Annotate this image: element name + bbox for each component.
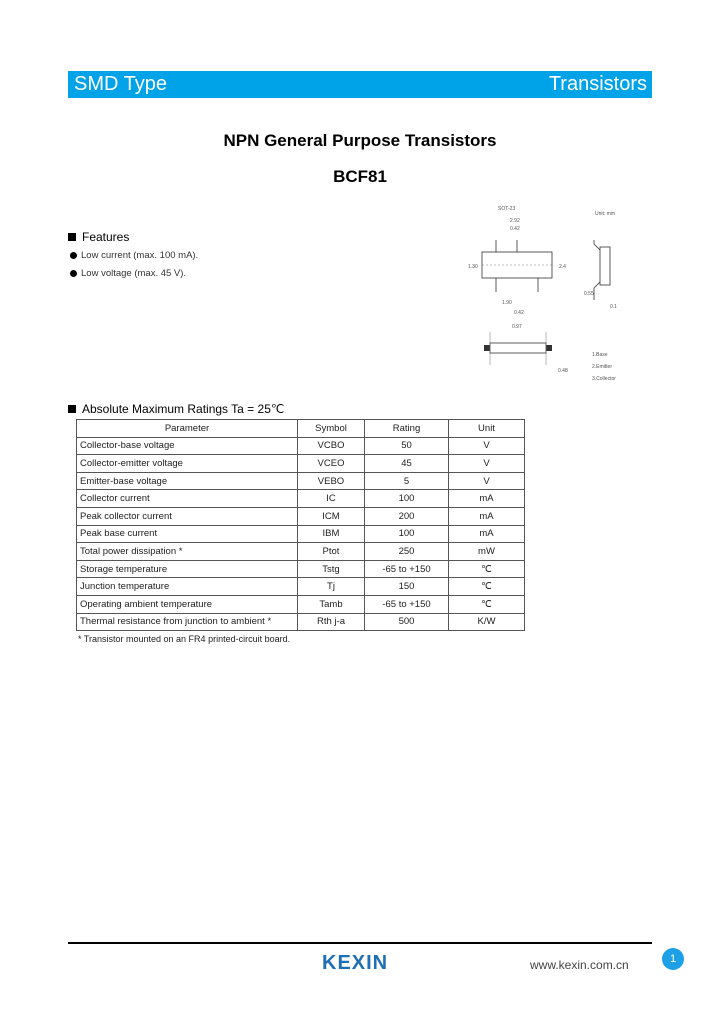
header-right-text: Transistors	[548, 73, 647, 95]
table-cell: 100	[365, 525, 449, 543]
table-cell: Tstg	[298, 560, 365, 578]
dimension-label: 0.48	[558, 368, 568, 374]
ratings-footnote: * Transistor mounted on an FR4 printed-circuit board.	[78, 634, 291, 644]
table-cell: V	[449, 437, 525, 455]
package-body-side	[600, 247, 610, 285]
table-cell: mA	[449, 525, 525, 543]
column-header: Unit	[449, 420, 525, 438]
table-row	[77, 507, 525, 525]
table-row	[77, 560, 525, 578]
table-row	[77, 490, 525, 508]
page-title: NPN General Purpose Transistors	[223, 131, 497, 150]
features-heading-text: Features	[82, 230, 130, 244]
table-header-row	[77, 420, 525, 438]
table-cell: 50	[365, 437, 449, 455]
ratings-table	[76, 419, 525, 631]
ratings-heading	[68, 402, 284, 416]
table-cell: IBM	[298, 525, 365, 543]
column-header: Rating	[365, 420, 449, 438]
table-cell: -65 to +150	[365, 595, 449, 613]
header-banner	[68, 71, 652, 98]
table-cell: 200	[365, 507, 449, 525]
table-cell: Peak base current	[77, 525, 298, 543]
package-units: Unit: mm	[595, 211, 615, 217]
package-name: SOT-23	[498, 206, 516, 212]
dimension-label: 0.42	[510, 226, 520, 232]
pin-label: 2.Emitter	[592, 364, 613, 370]
table-cell: Junction temperature	[77, 578, 298, 596]
dimension-label: 2.92	[510, 218, 520, 224]
table-cell: mW	[449, 543, 525, 561]
table-cell: 100	[365, 490, 449, 508]
table-cell: IC	[298, 490, 365, 508]
square-bullet-icon	[68, 233, 76, 241]
table-cell: mA	[449, 507, 525, 525]
package-body-top	[482, 252, 552, 278]
package-outline-diagram	[460, 200, 640, 390]
lead-pad	[484, 345, 490, 351]
lead-line	[594, 282, 600, 300]
square-bullet-icon	[68, 405, 76, 413]
table-cell: ℃	[449, 595, 525, 613]
table-cell: Rth j-a	[298, 613, 365, 631]
table-cell: -65 to +150	[365, 560, 449, 578]
feature-item	[70, 250, 198, 261]
ratings-heading-text: Absolute Maximum Ratings Ta = 25℃	[82, 402, 285, 416]
table-cell: mA	[449, 490, 525, 508]
table-cell: Ptot	[298, 543, 365, 561]
table-cell: Operating ambient temperature	[77, 595, 298, 613]
page-number-badge: 1	[662, 948, 684, 970]
pin-label: 1.Base	[592, 352, 608, 358]
pin-label: 3.Collector	[592, 376, 616, 382]
round-bullet-icon	[70, 252, 77, 259]
table-cell: Tamb	[298, 595, 365, 613]
table-cell: 150	[365, 578, 449, 596]
table-cell: VEBO	[298, 472, 365, 490]
table-cell: V	[449, 455, 525, 473]
table-cell: ℃	[449, 560, 525, 578]
table-cell: Collector current	[77, 490, 298, 508]
table-cell: 45	[365, 455, 449, 473]
table-row	[77, 455, 525, 473]
dimension-label: 0.1	[610, 304, 617, 310]
dimension-label: 2.4	[559, 264, 566, 270]
table-cell: VCBO	[298, 437, 365, 455]
lead-pad	[546, 345, 552, 351]
table-cell: ℃	[449, 578, 525, 596]
footer-divider	[68, 942, 652, 944]
lead-line	[594, 240, 600, 250]
header-left-text: SMD Type	[74, 73, 167, 95]
dimension-label: 0.55	[584, 291, 594, 297]
table-cell: K/W	[449, 613, 525, 631]
feature-item	[70, 268, 186, 279]
table-row	[77, 472, 525, 490]
table-row	[77, 525, 525, 543]
part-number: BCF81	[333, 167, 387, 186]
column-header: Symbol	[298, 420, 365, 438]
table-row	[77, 437, 525, 455]
table-cell: Collector-emitter voltage	[77, 455, 298, 473]
feature-item-text: Low voltage (max. 45 V).	[81, 268, 187, 279]
dimension-label: 1.90	[502, 300, 512, 306]
table-row	[77, 578, 525, 596]
dimension-label: 0.97	[512, 324, 522, 330]
table-row	[77, 595, 525, 613]
table-cell: ICM	[298, 507, 365, 525]
table-cell: Storage temperature	[77, 560, 298, 578]
table-cell: VCEO	[298, 455, 365, 473]
footer-url[interactable]: www.kexin.com.cn	[530, 958, 629, 972]
table-cell: 5	[365, 472, 449, 490]
round-bullet-icon	[70, 270, 77, 277]
table-cell: V	[449, 472, 525, 490]
table-cell: 250	[365, 543, 449, 561]
table-cell: Emitter-base voltage	[77, 472, 298, 490]
feature-item-text: Low current (max. 100 mA).	[81, 250, 199, 261]
dimension-label: 1.30	[468, 264, 478, 270]
table-cell: Tj	[298, 578, 365, 596]
table-cell: Thermal resistance from junction to ambient *	[77, 613, 298, 631]
table-row	[77, 613, 525, 631]
table-cell: Collector-base voltage	[77, 437, 298, 455]
column-header: Parameter	[77, 420, 298, 438]
kexin-logo: KEXIN	[322, 952, 389, 974]
package-body-front	[490, 343, 546, 353]
table-cell: Total power dissipation *	[77, 543, 298, 561]
table-row	[77, 543, 525, 561]
features-heading	[68, 230, 129, 244]
dimension-label: 0.42	[514, 310, 524, 316]
table-cell: Peak collector current	[77, 507, 298, 525]
table-cell: 500	[365, 613, 449, 631]
